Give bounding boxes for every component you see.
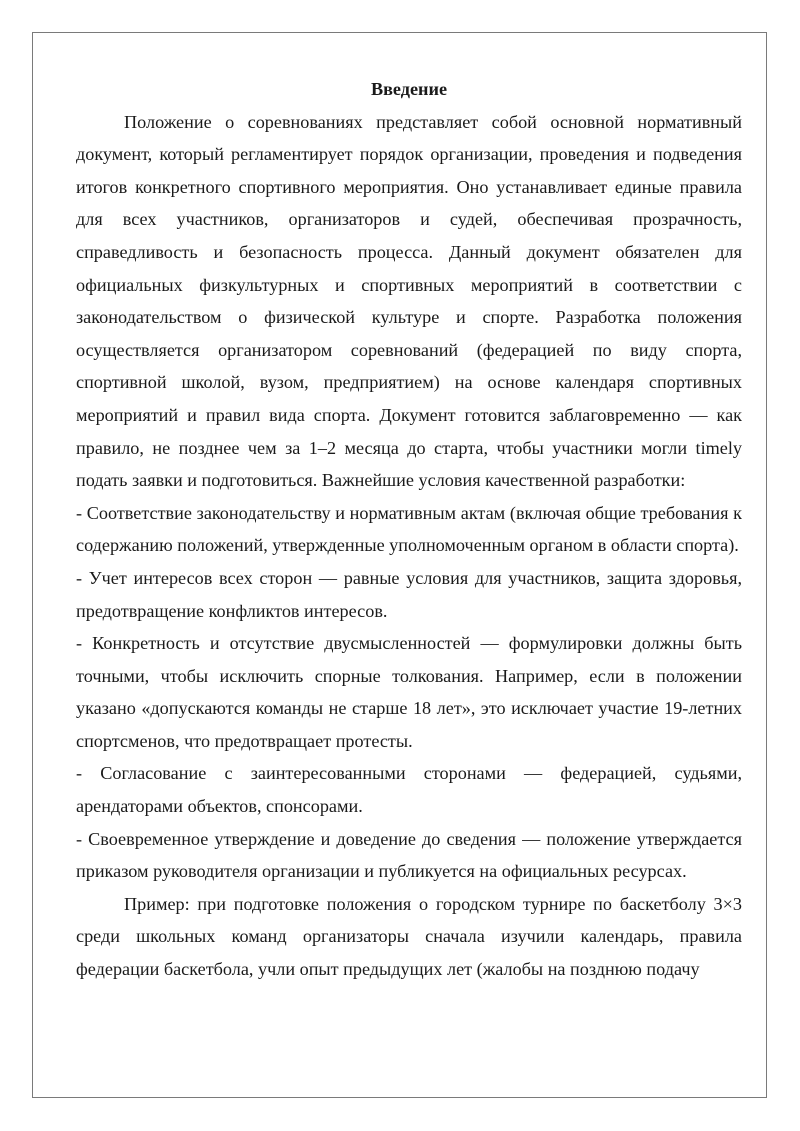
- list-item-approval: - Своевременное утверждение и доведение до сведения — положение утверждается приказом руководителя организации и публикуется на официальных ресурсах.: [76, 828, 742, 882]
- list-item-legislation: - Соответствие законодательству и нормативным актам (включая общие требования к содержанию положений, утвержденные уполномоченным органом в области спорта).: [76, 502, 742, 556]
- intro-paragraph: Положение о соревнованиях представляет собой основной нормативный документ, который регламентирует порядок организации, проведения и подведения итогов конкретного спортивного мероприятия. Оно устанавливает единые правила для всех участников, организаторов и судей, обеспечивая прозрачность, справедливость и безопасность процесса. Данный документ обязателен для официальных физкультурных и спортивных мероприятий в соответствии с законодательством о физической культуре и спорте. Разработка положения осуществляется организатором соревнований (федерацией по виду спорта, спортивной школой, вузом, предприятием) на основе календаря спортивных мероприятий и правил вида спорта. Документ готовится заблаговременно — как правило, не позднее чем за 1–2 месяца до старта, чтобы участники могли timely подать заявки и подготовиться. Важнейшие условия качественной разработки:: [76, 111, 742, 491]
- example-paragraph: Пример: при подготовке положения о городском турнире по баскетболу 3×3 среди школьных команд организаторы сначала изучили календарь, правила федерации баскетбола, учли опыт предыдущих лет (жалобы на позднюю подачу: [76, 893, 742, 980]
- list-item-concreteness: - Конкретность и отсутствие двусмысленностей — формулировки должны быть точными, чтобы исключить спорные толкования. Например, если в положении указано «допускаются команды не старше 18 лет», это исключает участие 19-летних спортсменов, что предотвращает протесты.: [76, 633, 742, 751]
- document-body: [76, 73, 742, 986]
- list-item-interests: - Учет интересов всех сторон — равные условия для участников, защита здоровья, предотвращение конфликтов интересов.: [76, 567, 742, 621]
- list-item-coordination: - Согласование с заинтересованными сторонами — федерацией, судьями, арендаторами объектов, спонсорами.: [76, 763, 742, 817]
- document-title: Введение: [370, 79, 448, 99]
